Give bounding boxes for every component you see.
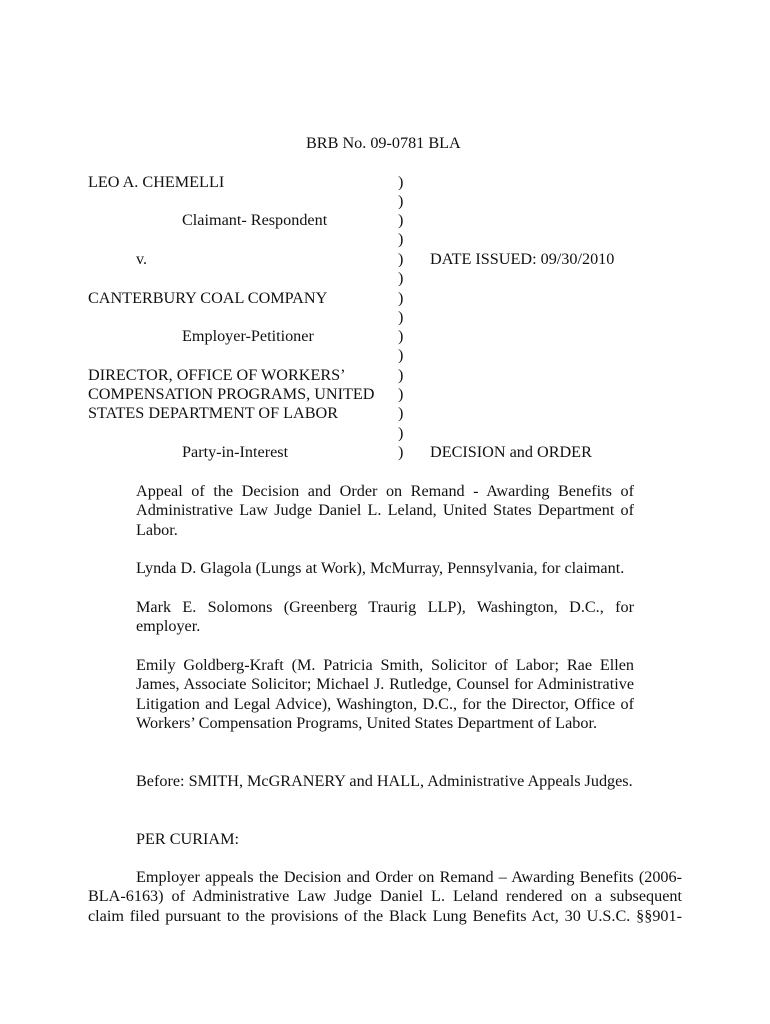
- panel-judges: Before: SMITH, McGRANERY and HALL, Administrative Appeals Judges.: [136, 772, 633, 790]
- caption-paren: ): [398, 424, 404, 442]
- appeal-statement: Appeal of the Decision and Order on Remand - Awarding Benefits of Administrative Law Judge Daniel L. Leland, United States Department of Labor.: [136, 482, 634, 539]
- caption-paren: ): [398, 366, 404, 384]
- opening-line-1: Employer appeals the Decision and Order on Remand – Awarding Benefits (2006-: [136, 868, 682, 886]
- claimant-name: LEO A. CHEMELLI: [88, 173, 225, 191]
- caption-paren: ): [398, 308, 404, 326]
- caption-paren: ): [398, 346, 404, 364]
- caption-paren: ): [398, 192, 404, 210]
- employer-name: CANTERBURY COAL COMPANY: [88, 289, 328, 307]
- caption-paren: ): [398, 230, 404, 248]
- caption-paren: ): [398, 211, 404, 229]
- director-line-2: COMPENSATION PROGRAMS, UNITED: [88, 385, 375, 403]
- docket-number: BRB No. 09-0781 BLA: [306, 134, 461, 152]
- opening-line-3: claim filed pursuant to the provisions of the Black Lung Benefits Act, 30 U.S.C. §§901-: [88, 906, 682, 925]
- date-issued: DATE ISSUED: 09/30/2010: [430, 250, 615, 268]
- counsel-claimant: Lynda D. Glagola (Lungs at Work), McMurray, Pennsylvania, for claimant.: [136, 559, 625, 577]
- counsel-employer: Mark E. Solomons (Greenberg Traurig LLP), Washington, D.C., for employer.: [136, 598, 634, 636]
- party-role: Party-in-Interest: [182, 443, 289, 461]
- employer-role: Employer-Petitioner: [182, 327, 314, 345]
- director-line-1: DIRECTOR, OFFICE OF WORKERS’: [88, 366, 346, 384]
- per-curiam-heading: PER CURIAM:: [136, 830, 239, 848]
- caption-paren: ): [398, 404, 404, 422]
- caption-paren: ): [398, 385, 404, 403]
- caption-paren: ): [398, 173, 404, 191]
- opening-line-2: BLA-6163) of Administrative Law Judge Daniel L. Leland rendered on a subsequent: [88, 887, 682, 906]
- opening-paragraph: [88, 868, 682, 926]
- caption-paren: ): [398, 289, 404, 307]
- caption-paren: ): [398, 327, 404, 345]
- caption-paren: ): [398, 269, 404, 287]
- decision-label: DECISION and ORDER: [430, 443, 592, 461]
- claimant-role: Claimant- Respondent: [182, 211, 328, 229]
- caption-paren: ): [398, 250, 404, 268]
- caption-paren: ): [398, 443, 404, 461]
- versus: v.: [136, 250, 148, 268]
- counsel-director: Emily Goldberg-Kraft (M. Patricia Smith, Solicitor of Labor; Rae Ellen James, Associate Solicitor; Michael J. Rutledge, Counsel for Administrative Litigation and Legal Advice), Washington, D.C., for the Director, Office of Workers’ Compensation Programs, United States Department of Labor.: [136, 656, 634, 733]
- director-line-3: STATES DEPARTMENT OF LABOR: [88, 404, 339, 422]
